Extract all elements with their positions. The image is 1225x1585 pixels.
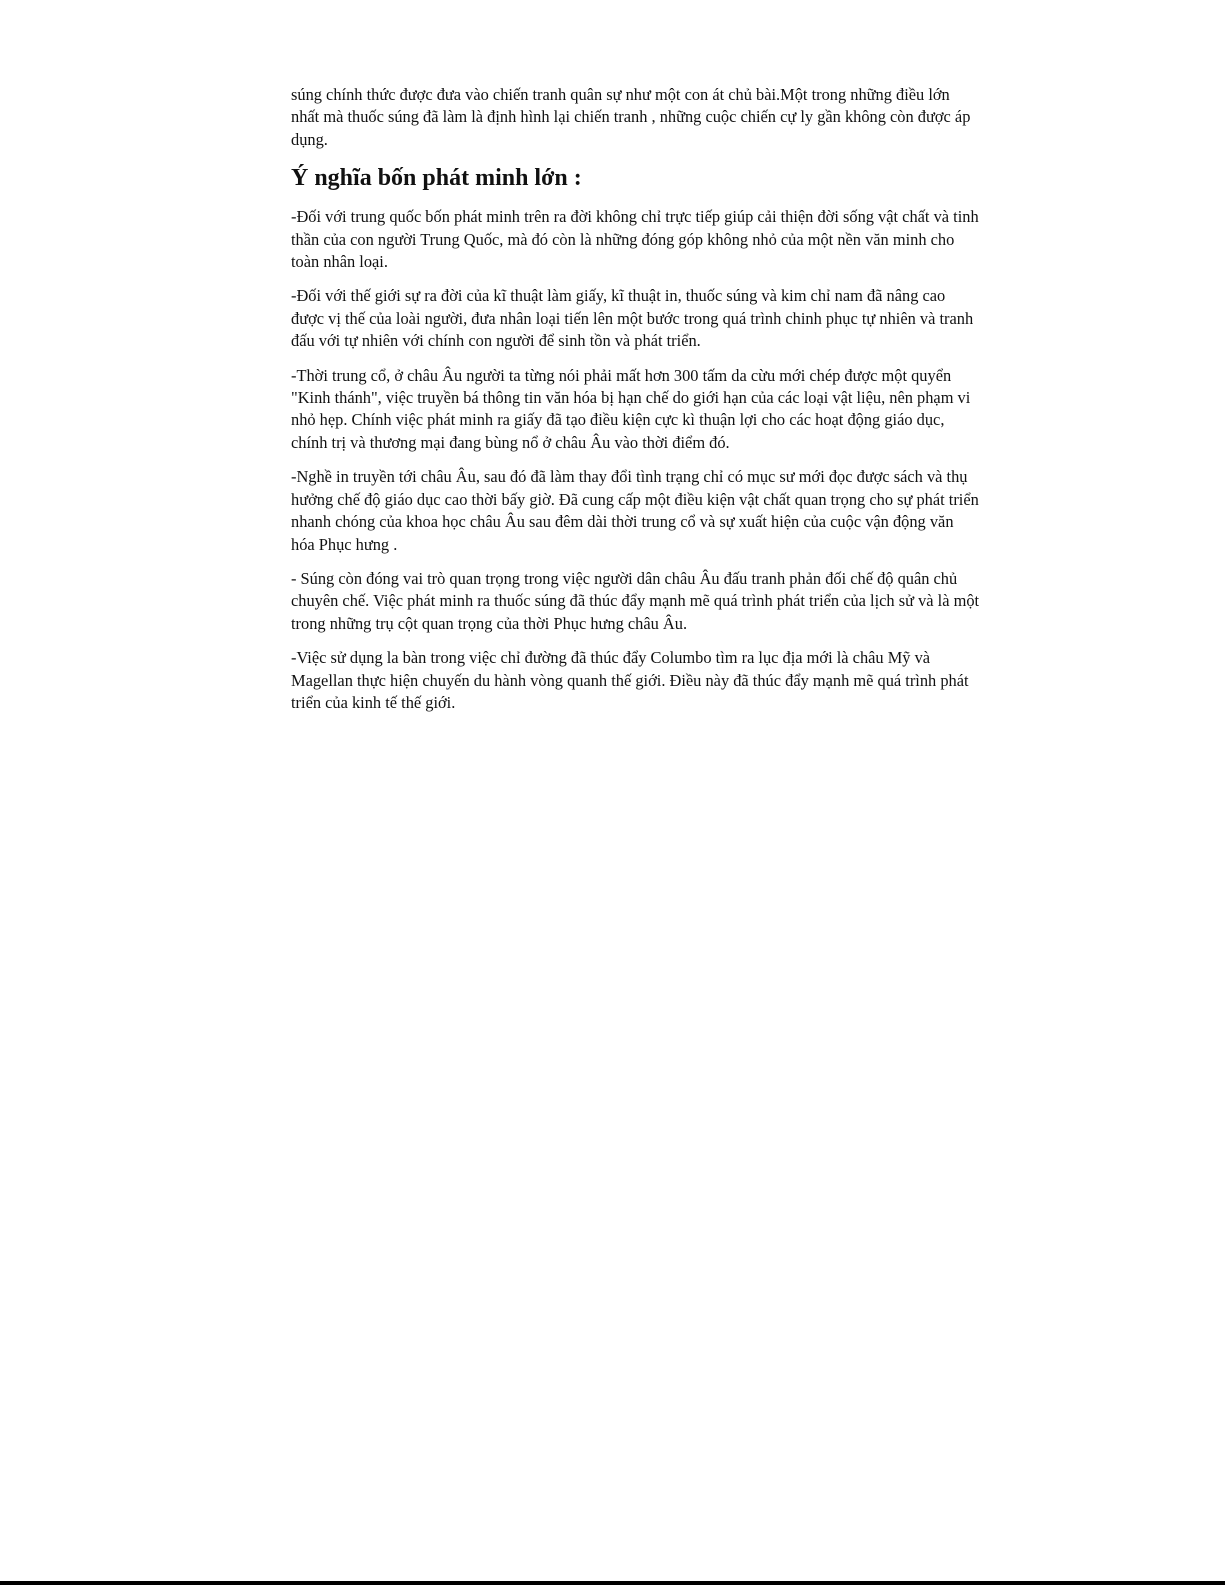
paragraph-paper: -Thời trung cổ, ở châu Âu người ta từng nói phải mất hơn 300 tấm da cừu mới chép được một quyển "Kinh thánh", việc truyền bá thông tin văn hóa bị hạn chế do giới hạn của các loại vật liệu, nên phạm vi nhỏ hẹp. Chính việc phát minh ra giấy đã tạo điều kiện cực kì thuận lợi cho các hoạt động giáo dục, chính trị và thương mại đang bùng nổ ở châu Âu vào thời điểm đó. <box>291 365 971 452</box>
paragraph-compass: -Việc sử dụng la bàn trong việc chỉ đường đã thúc đẩy Columbo tìm ra lục địa mới là châu Mỹ và Magellan thực hiện chuyến du hành vòng quanh thế giới. Điều này đã thúc đẩy mạnh mẽ quá trình phát triển của kinh tế thế giới. <box>291 648 969 712</box>
paragraph-gunpowder: - Súng còn đóng vai trò quan trọng trong việc người dân châu Âu đấu tranh phản đối chế độ quân chủ chuyên chế. Việc phát minh ra thuốc súng đã thúc đẩy mạnh mẽ quá trình phát triển của lịch sử và là một trong những trụ cột quan trọng của thời Phục hưng châu Âu. <box>291 568 980 633</box>
paragraph-china: -Đối với trung quốc bốn phát minh trên ra đời không chỉ trực tiếp giúp cải thiện đời sống vật chất và tinh thần của con người Trung Quốc, mà đó còn là những đóng góp không nhỏ của một nền văn minh cho toàn nhân loại. <box>291 207 979 272</box>
paragraph-printing: -Nghề in truyền tới châu Âu, sau đó đã làm thay đổi tình trạng chỉ có mục sư mới đọc được sách và thụ hưởng chế độ giáo dục cao thời bấy giờ. Đã cung cấp một điều kiện vật chất quan trọng cho sự phát triển nhanh chóng của khoa học châu Âu sau đêm dài thời trung cổ và sự xuất hiện của cuộc vận động văn hóa Phục hưng . <box>291 467 979 554</box>
document-body <box>291 84 981 726</box>
intro-paragraph: súng chính thức được đưa vào chiến tranh quân sự như một con át chủ bài.Một trong những điều lớn nhất mà thuốc súng đã làm là định hình lại chiến tranh , những cuộc chiến cự ly gần không còn được áp dụng. <box>291 85 971 149</box>
section-heading: Ý nghĩa bốn phát minh lớn : <box>291 165 582 192</box>
paragraph-world: -Đối với thế giới sự ra đời của kĩ thuật làm giấy, kĩ thuật in, thuốc súng và kim chỉ nam đã nâng cao được vị thế của loài người, đưa nhân loại tiến lên một bước trong quá trình chinh phục tự nhiên và tranh đấu với tự nhiên với chính con người để sinh tồn và phát triển. <box>291 286 974 351</box>
page-bottom-border <box>0 1581 1225 1585</box>
